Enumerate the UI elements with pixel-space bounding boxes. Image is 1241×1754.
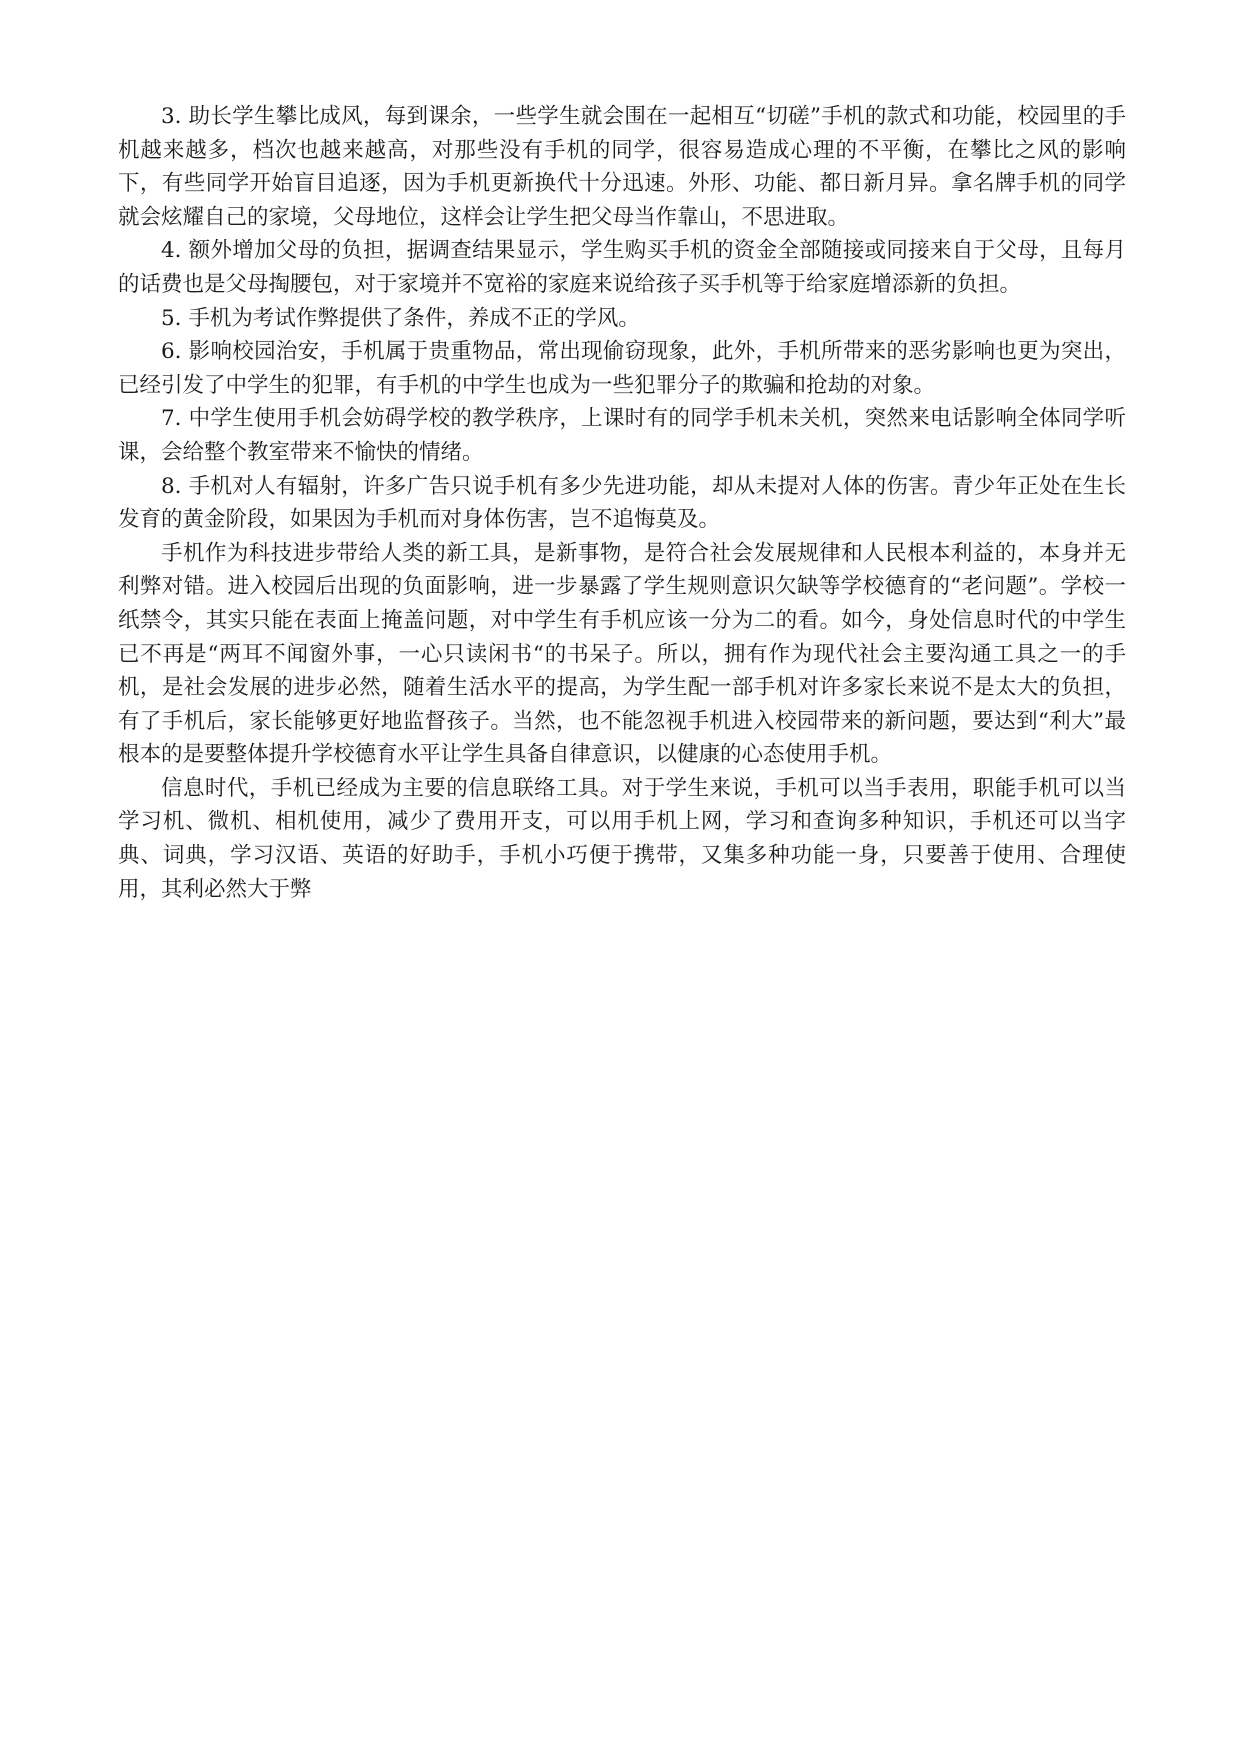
paragraph-new-tool-discussion: 手机作为科技进步带给人类的新工具，是新事物，是符合社会发展规律和人民根本利益的，本身并无利弊对错。进入校园后出现的负面影响，进一步暴露了学生规则意识欠缺等学校德育的“老问题”。学校一纸禁令，其实只能在表面上掩盖问题，对中学生有手机应该一分为二的看。如今，身处信息时代的中学生已不再是“两耳不闻窗外事，一心只读闲书“的书呆子。所以，拥有作为现代社会主要沟通工具之一的手机，是社会发展的进步必然，随着生活水平的提高，为学生配一部手机对许多家长来说不是太大的负担，有了手机后，家长能够更好地监督孩子。当然，也不能忽视手机进入校园带来的新问题，要达到“利大”最根本的是要整体提升学校德育水平让学生具备自律意识，以健康的心态使用手机。 xyxy=(118,540,1126,768)
paragraph-3-peer-comparison: 3. 助长学生攀比成风，每到课余，一些学生就会围在一起相互“切磋”手机的款式和功能，校园里的手机越来越多，档次也越来越高，对那些没有手机的同学，很容易造成心理的不平衡，在攀比之风的影响下，有些同学开始盲目追逐，因为手机更新换代十分迅速。外形、功能、都日新月异。拿名牌手机的同学就会炫耀自己的家境，父母地位，这样会让学生把父母当作靠山，不思进取。 xyxy=(118,104,1126,230)
paragraph-8-radiation: 8. 手机对人有辐射，许多广告只说手机有多少先进功能，却从未提对人体的伤害。青少年正处在生长发育的黄金阶段，如果因为手机而对身体伤害，岂不追悔莫及。 xyxy=(118,473,1126,533)
paragraph-5-exam-cheating: 5. 手机为考试作弊提供了条件，养成不正的学风。 xyxy=(161,305,640,331)
document-body xyxy=(118,100,1126,906)
paragraph-information-age: 信息时代，手机已经成为主要的信息联络工具。对于学生来说，手机可以当手表用，职能手机可以当学习机、微机、相机使用，减少了费用开支，可以用手机上网，学习和查询多种知识，手机还可以当字典、词典，学习汉语、英语的好助手，手机小巧便于携带，又集多种功能一身，只要善于使用、合理使用，其利必然大于弊 xyxy=(118,775,1126,902)
paragraph-6-campus-security: 6. 影响校园治安，手机属于贵重物品，常出现偷窃现象，此外，手机所带来的恶劣影响也更为突出，已经引发了中学生的犯罪，有手机的中学生也成为一些犯罪分子的欺骗和抢劫的对象。 xyxy=(118,339,1126,398)
paragraph-4-parent-burden: 4. 额外增加父母的负担，据调查结果显示，学生购买手机的资金全部随接或同接来自于父母，且每月的话费也是父母掏腰包，对于家境并不宽裕的家庭来说给孩子买手机等于给家庭增添新的负担。 xyxy=(118,238,1126,297)
paragraph-7-class-disruption: 7. 中学生使用手机会妨碍学校的教学秩序，上课时有的同学手机未关机，突然来电话影响全体同学听课，会给整个教室带来不愉快的情绪。 xyxy=(118,406,1126,465)
